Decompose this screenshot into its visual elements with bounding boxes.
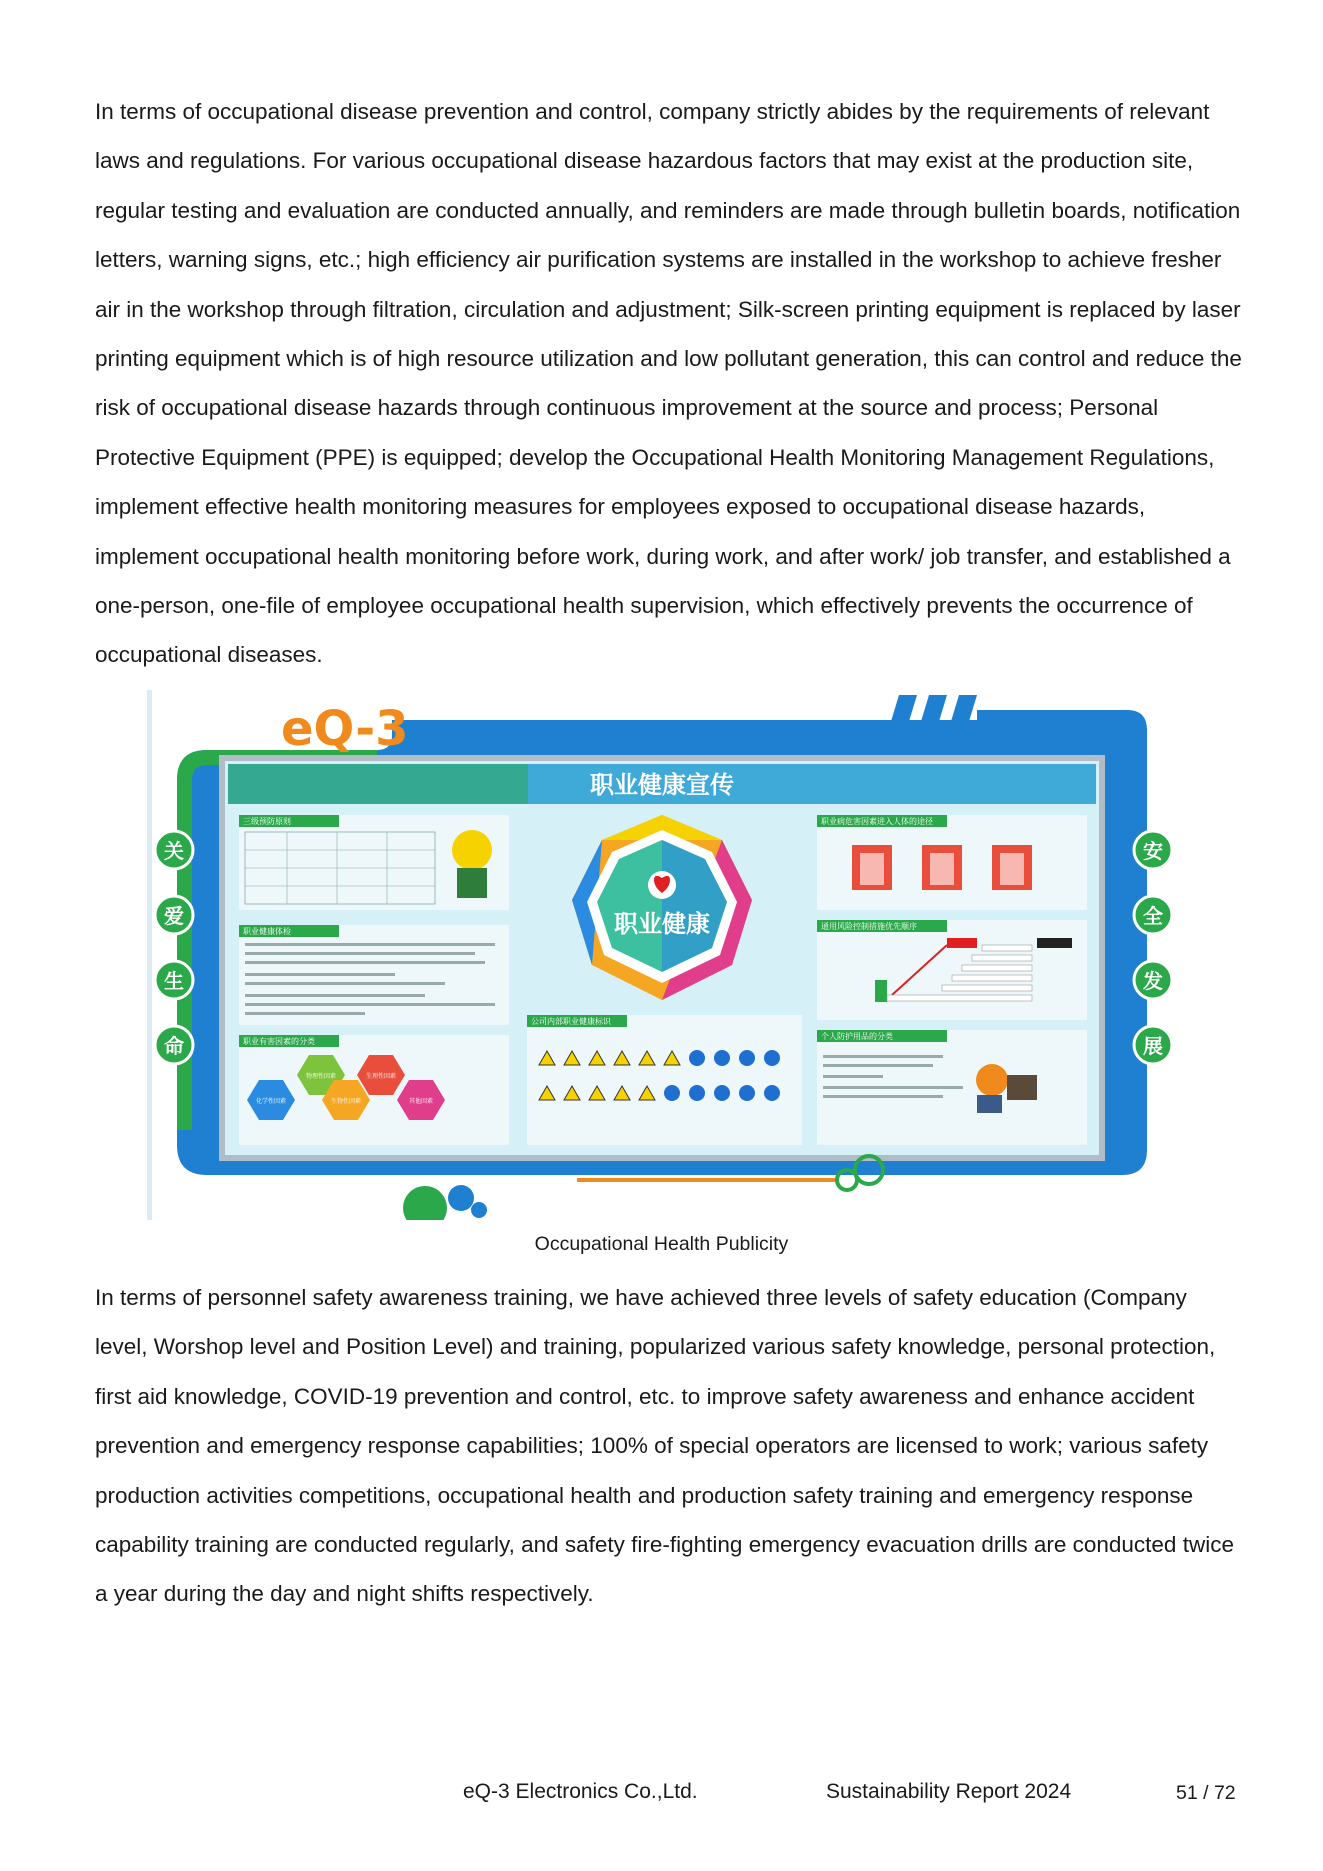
svg-text:全: 全: [1143, 904, 1163, 928]
body-paragraph-occupational-disease: In terms of occupational disease prevention and control, company strictly abides by the requirements of relevant laws and regulations. For various occupational disease hazardous factors that may exist at the production site, regular testing and evaluation are conducted annually, and reminders are made through bulletin boards, notification letters, warning signs, etc.; high efficiency air purification systems are installed in the workshop to achieve fresher air in the workshop through filtration, circulation and adjustment; Silk-screen printing equipment is replaced by laser printing equipment which is of high resource utilization and low pollutant generation, this can control and reduce the risk of occupational disease hazards through continuous improvement at the source and process; Personal Protective Equipment (PPE) is equipped; develop the Occupational Health Monitoring Management Regulations, implement effective health monitoring measures for employees exposed to occupational disease hazards, implement occupational health monitoring before work, during work, and after work/ job transfer, and established a one-person, one-file of employee occupational health supervision, which effectively prevents the occurrence of occupational diseases.: [95, 99, 1242, 668]
right-panel-entry-routes: [817, 815, 1087, 910]
figure-caption: Occupational Health Publicity: [534, 1233, 789, 1255]
left-panel-health-check: [239, 925, 509, 1025]
body-paragraph-safety-training: In terms of personnel safety awareness training, we have achieved three levels of safety education (Company level, Worshop level and Position Level) and training, popularized various safety knowledge, personal protection, first aid knowledge, COVID-19 prevention and control, etc. to improve safety awareness and enhance accident prevention and emergency response capabilities; 100% of special operators are licensed to work; various safety production activities competitions, occupational health and production safety training and emergency response capability training are conducted regularly, and safety fire-fighting emergency evacuation drills are conducted twice a year during the day and night shifts respectively.: [95, 1285, 1234, 1607]
svg-text:其他因素: 其他因素: [408, 1098, 434, 1105]
svg-text:爱: 爱: [164, 904, 184, 928]
bottom-center-signs: [527, 1015, 802, 1145]
svg-text:三级预防原则: 三级预防原则: [243, 817, 291, 826]
svg-text:生理性因素: 生理性因素: [365, 1073, 397, 1080]
svg-text:职业病危害因素进入人体的途径: 职业病危害因素进入人体的途径: [821, 817, 933, 826]
svg-text:关: 关: [164, 839, 184, 863]
left-panel-prevention: [239, 815, 509, 910]
occupational-health-figure: [147, 690, 1175, 1220]
svg-text:展: 展: [1143, 1034, 1163, 1058]
svg-text:公司内部职业健康标识: 公司内部职业健康标识: [531, 1017, 611, 1026]
footer-report-title: Sustainability Report 2024: [826, 1780, 1072, 1803]
svg-text:物理性因素: 物理性因素: [305, 1073, 337, 1080]
svg-text:生: 生: [164, 969, 184, 993]
svg-text:职业健康体检: 职业健康体检: [243, 927, 291, 936]
svg-text:化学性因素: 化学性因素: [255, 1098, 287, 1105]
svg-text:职业有害因素的分类: 职业有害因素的分类: [243, 1037, 315, 1046]
right-panel-control-hierarchy: [817, 920, 1087, 1020]
svg-text:职业健康: 职业健康: [614, 910, 710, 938]
right-panel-ppe: [817, 1030, 1087, 1145]
footer-page-number: 51 / 72: [1176, 1782, 1236, 1804]
banner-title: 职业健康宣传: [590, 771, 734, 799]
svg-text:命: 命: [164, 1034, 184, 1058]
svg-text:生物性因素: 生物性因素: [330, 1098, 362, 1105]
svg-text:个人防护用品的分类: 个人防护用品的分类: [821, 1032, 893, 1041]
publicity-board-image: [147, 690, 1175, 1220]
eq3-logo: eQ-3: [281, 701, 409, 757]
left-panel-hazard-categories: [239, 1035, 509, 1145]
svg-text:安: 安: [1143, 839, 1163, 863]
svg-text:发: 发: [1143, 969, 1163, 993]
footer-company: eQ-3 Electronics Co.,Ltd.: [463, 1780, 698, 1803]
svg-text:通用风险控制措施优先顺序: 通用风险控制措施优先顺序: [821, 922, 917, 931]
